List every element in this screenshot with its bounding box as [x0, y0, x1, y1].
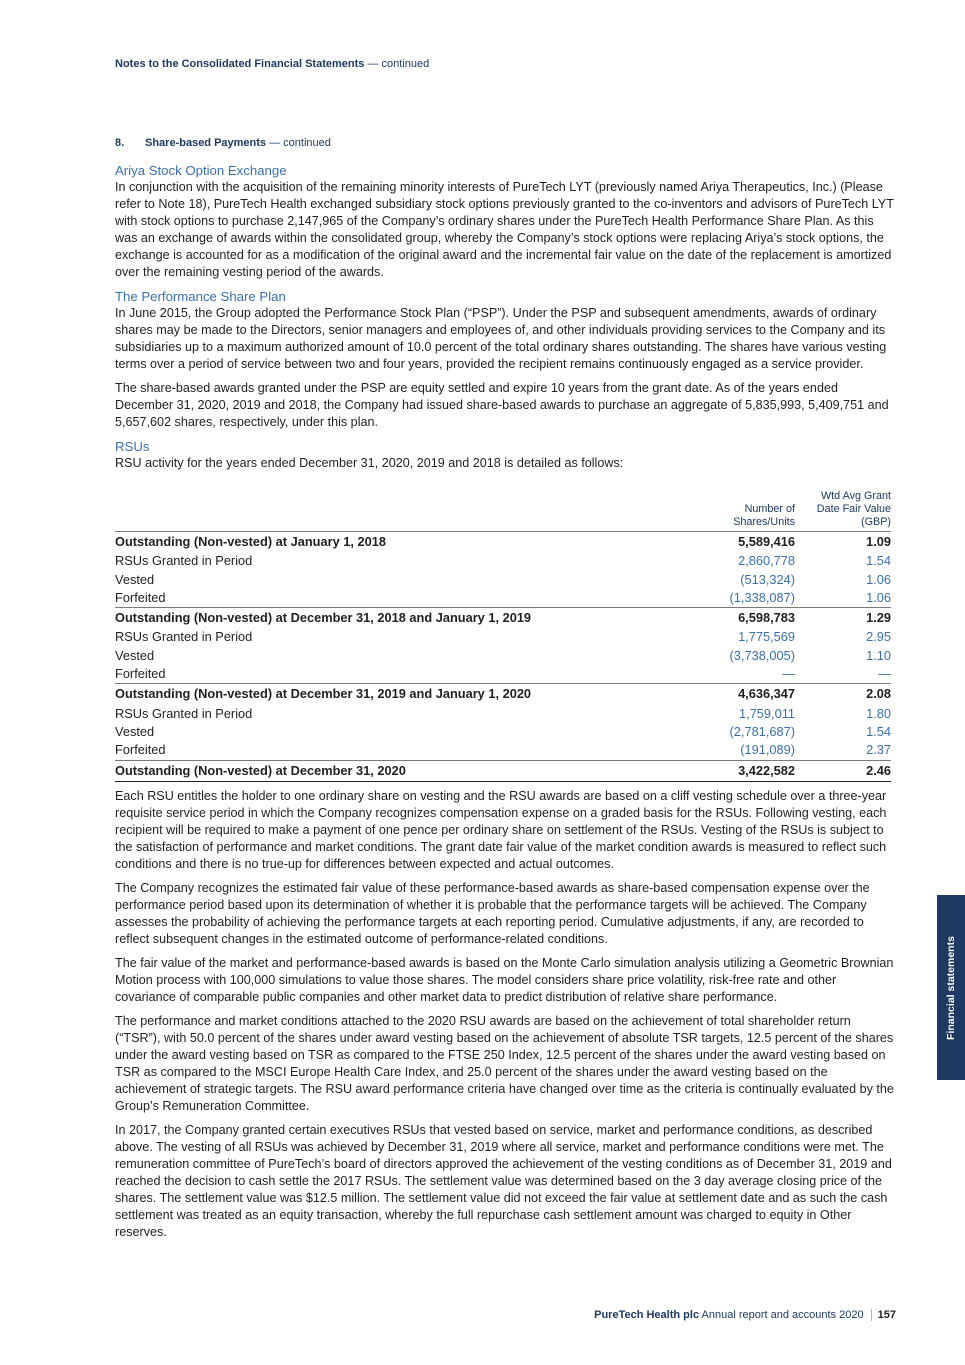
- row-shares: —: [782, 666, 795, 682]
- row-shares: 2,860,778: [738, 553, 795, 569]
- table-row: [115, 628, 891, 646]
- row-label: Outstanding (Non-vested) at December 31, 2018 and January 1, 2019: [115, 608, 695, 629]
- body-paragraph: In 2017, the Company granted certain executives RSUs that vested based on service, market and performance conditions, as described above. The vesting of all RSUs was achieved by December 31, 2019 where all service, market and performance conditions were met. The remuneration committee of PureTech’s board of directors approved the achievement of the vesting conditions as of December 31, 2019 and reached the decision to cash settle the 2017 RSUs. The settlement value was determined based on the 3 day average closing price of the shares. The settlement value was $12.5 million. The settlement value did not exceed the fair value at settlement date and as such the cash settlement was treated as an equity transaction, whereby the full repurchase cash settlement amount was charged to equity in Other reserves.: [115, 1122, 892, 1239]
- running-header: [115, 58, 429, 70]
- rsus-intro: RSU activity for the years ended December 31, 2020, 2019 and 2018 is detailed as follows:: [115, 456, 624, 470]
- psp-heading: The Performance Share Plan: [115, 289, 286, 304]
- body-paragraph: Each RSU entitles the holder to one ordinary share on vesting and the RSU awards are based on a cliff vesting schedule over a three-year requisite service period in which the Company recognizes compensation expense on a graded basis for the RSUs. Following vesting, each recipient will be required to make a payment of one pence per ordinary share on settlement of the RSUs. Vesting of the RSUs is subject to the satisfaction of performance and market conditions. The grant date fair value of the market condition awards is measured to reflect such conditions and there is no true-up for differences between expected and actual outcomes.: [115, 788, 887, 871]
- table-row: [115, 589, 891, 608]
- rsus-heading: RSUs: [115, 439, 150, 454]
- header-label-cell: [115, 490, 695, 532]
- row-label: Outstanding (Non-vested) at December 31, 2020: [115, 760, 695, 781]
- row-label: RSUs Granted in Period: [115, 705, 253, 721]
- row-label: Forfeited: [115, 666, 166, 682]
- section-continued: — continued: [269, 137, 331, 149]
- row-label: Vested: [115, 723, 155, 739]
- row-fair-value: —: [878, 666, 891, 682]
- section-title: Share-based Payments: [145, 137, 267, 149]
- row-fair-value: 1.80: [866, 705, 891, 721]
- row-shares: (3,738,005): [729, 647, 795, 663]
- row-label: RSUs Granted in Period: [115, 553, 253, 569]
- main-content: [115, 162, 897, 1248]
- row-fair-value: 2.95: [866, 629, 891, 645]
- footer-company: PureTech Health plc: [594, 1309, 700, 1321]
- row-fair-value: 1.06: [866, 571, 891, 587]
- section-heading: [115, 137, 331, 149]
- row-fair-value: 1.06: [866, 589, 891, 605]
- psp-paragraph-2: The share-based awards granted under the PSP are equity settled and expire 10 years from the grant date. As of the years ended December 31, 2020, 2019 and 2018, the Company had issued share-based awards to purchase an aggregate of 5,835,993, 5,409,751 and 5,657,602 shares, respectively, under this plan.: [115, 381, 889, 429]
- row-fair-value: 2.46: [807, 760, 891, 781]
- row-label: RSUs Granted in Period: [115, 629, 253, 645]
- rsu-activity-table-wrap: [115, 490, 897, 782]
- body-paragraph: The performance and market conditions attached to the 2020 RSU awards are based on the achievement of total shareholder return (“TSR”), with 50.0 percent of the shares under award vesting based on the achievement of absolute TSR targets, 12.5 percent of the shares under the award vesting based on TSR as compared to the FTSE 250 Index, 12.5 percent of the shares under the award vesting based on TSR as compared to the MSCI Europe Health Care Index, and 25.0 percent of the shares under the award vesting based on the achievement of strategic targets. The RSU award performance criteria have changed over time as the criteria is continually evaluated by the Group’s Remuneration Committee.: [115, 1013, 894, 1113]
- row-shares: (513,324): [740, 571, 795, 587]
- row-label: Vested: [115, 571, 155, 587]
- header-fair-value: Wtd Avg Grant Date Fair Value (GBP): [816, 490, 891, 528]
- side-tab-label: Financial statements: [945, 935, 957, 1040]
- rsu-activity-table: [115, 490, 891, 782]
- psp-paragraph-1: In June 2015, the Group adopted the Performance Stock Plan (“PSP”). Under the PSP and subsequent amendments, awards of ordinary shares may be made to the Directors, senior managers and employees of, and other individuals providing services to the Company and its subsidiaries up to a maximum authorized amount of 10.0 percent of the total ordinary shares outstanding. The shares have various vesting terms over a period of service between two and four years, provided the recipient remains continuously engaged as a service provider.: [115, 306, 887, 371]
- section-side-tab[interactable]: [937, 895, 965, 1080]
- row-label: Forfeited: [115, 742, 166, 758]
- row-fair-value: 1.10: [866, 647, 891, 663]
- table-row: [115, 552, 891, 570]
- body-paragraph: The fair value of the market and performance-based awards is based on the Monte Carlo simulation analysis utilizing a Geometric Brownian Motion process with 100,000 simulations to value those shares. The model considers share price volatility, risk-free rate and other covariance of comparable public companies and other market data to predict distribution of relative share performance.: [115, 955, 894, 1004]
- row-fair-value: 1.29: [807, 608, 891, 629]
- running-header-title: Notes to the Consolidated Financial Statements: [115, 58, 365, 70]
- row-shares: 1,759,011: [739, 705, 795, 721]
- ariya-paragraph: In conjunction with the acquisition of the remaining minority interests of PureTech LYT (previously named Ariya Therapeutics, Inc.) (Please refer to Note 18), PureTech Health exchanged subsidiary stock options previously granted to the co-inventors and advisors of PureTech LYT with stock options to purchase 2,147,965 of the Company’s ordinary shares under the PureTech Health Performance Share Plan. As this was an exchange of awards within the consolidated group, whereby the Company’s stock options were replacing Ariya’s stock options, the exchange is accounted for as a modification of the original award and the incremental fair value on the date of the replacement is amortized over the remaining vesting period of the awards.: [115, 180, 894, 279]
- row-shares: (2,781,687): [729, 723, 795, 739]
- footer-report: Annual report and accounts 2020: [701, 1309, 864, 1321]
- table-row: [115, 684, 891, 705]
- row-label: Vested: [115, 647, 155, 663]
- table-body: [115, 532, 891, 782]
- row-shares: 1,775,569: [738, 629, 795, 645]
- row-shares: 3,422,582: [695, 760, 807, 781]
- row-fair-value: 1.54: [866, 553, 891, 569]
- running-header-continued: — continued: [367, 58, 430, 70]
- table-row: [115, 760, 891, 781]
- table-row: [115, 570, 891, 588]
- table-row: [115, 665, 891, 684]
- table-row: [115, 741, 891, 760]
- row-shares: 6,598,783: [695, 608, 807, 629]
- body-paragraphs: [115, 788, 897, 1241]
- row-fair-value: 1.54: [866, 723, 891, 739]
- body-paragraph: The Company recognizes the estimated fair value of these performance-based awards as share-based compensation expense over the performance period based upon its determination of whether it is probable that the performance targets will be achieved. The Company assesses the probability of achieving the performance targets at each reporting period. Cumulative adjustments, if any, are recorded to reflect subsequent changes in the estimated outcome of performance-related conditions.: [115, 880, 870, 946]
- row-fair-value: 2.37: [866, 742, 891, 758]
- row-fair-value: 2.08: [807, 684, 891, 705]
- row-fair-value: 1.09: [866, 534, 891, 549]
- table-row: [115, 647, 891, 665]
- row-label: Outstanding (Non-vested) at December 31, 2019 and January 1, 2020: [115, 684, 695, 705]
- ariya-heading: Ariya Stock Option Exchange: [115, 163, 287, 178]
- table-row: [115, 532, 891, 553]
- header-shares: Number of Shares/Units: [733, 503, 795, 528]
- table-row: [115, 704, 891, 722]
- table-row: [115, 723, 891, 741]
- page-number: 157: [871, 1309, 896, 1321]
- row-label: Outstanding (Non-vested) at January 1, 2018: [115, 534, 386, 549]
- row-shares: (191,089): [740, 742, 795, 758]
- row-shares: 4,636,347: [695, 684, 807, 705]
- table-header-row: [115, 490, 891, 532]
- row-shares: 5,589,416: [738, 534, 795, 549]
- row-shares: (1,338,087): [729, 589, 795, 605]
- row-label: Forfeited: [115, 589, 166, 605]
- table-row: [115, 608, 891, 629]
- page-footer: [594, 1309, 896, 1321]
- section-number: 8.: [115, 137, 125, 149]
